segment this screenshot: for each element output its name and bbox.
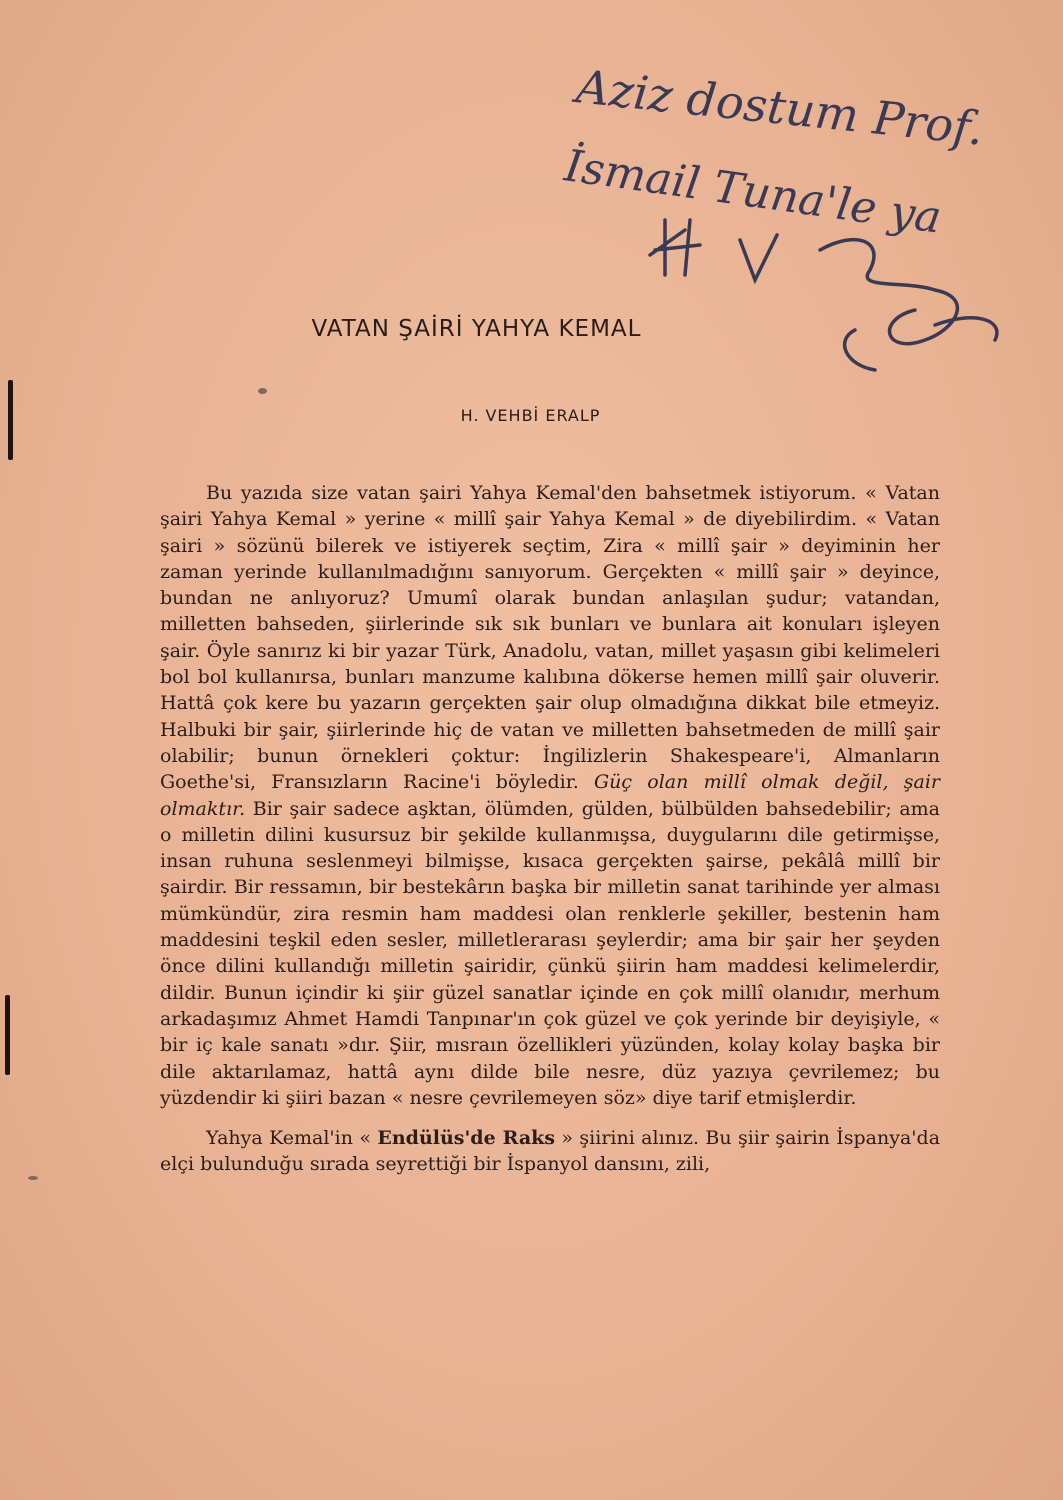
- paragraph-1-emphasis: Güç olan millî olmak değil, şair olmaktır.: [160, 771, 941, 820]
- paragraph-1-text-continued: Bir şair sadece aşktan, ölümden, gülden, bülbülden bahsedebilir; ama o milletin dilini kusursuz bir şekilde kullanmışsa, duygularını dile getirmişse, insan ruhuna seslenmeyi bilmişse, kısaca gerçekten şairse, pekâlâ millî bir şairdir. Bir ressamın, bir bestekârın başka bir milletin sanat tarihinde yer alması mümkündür, zira resmin ham maddesi olan renklerle şekiller, bestenin ham maddesini teşkil eden sesler, milletlerarası şeylerdir; ama bir şair her şeyden önce dilini kullandığı milletin şairidir, çünkü şiirin ham maddesi kelimelerdir, dildir. Bunun içindir ki şiir güzel sanatlar içinde en çok millî olanıdır, merhum arkadaşımız Ahmet Hamdi Tanpınar'ın çok güzel ve çok yerinde bir deyişiyle, « bir iç kale sanatı »dır. Şiir, mısraın özellikleri yüzünden, kolay kolay başka bir dile aktarılamaz, hattâ aynı dilde bile nesre, düz yazıya çevrilemez; bu yüzdendir ki şiiri bazan « nesre çevrilemeyen söz» diye tarif etmişlerdir.: [160, 797, 940, 1109]
- paragraph-2-text-continued: » şiirini alınız. Bu şiir şairin İspanya'da elçi bulunduğu sırada seyrettiği bir İspanyol dansını, zili,: [160, 1127, 941, 1176]
- author-text: H. VEHBİ ERALP: [460, 406, 601, 425]
- poem-title: Endülüs'de Raks: [377, 1127, 556, 1150]
- paragraph-1-text: Bu yazıda size vatan şairi Yahya Kemal'den bahsetmek istiyorum. « Vatan şairi Yahya Kemal » yerine « millî şair Yahya Kemal » de diyebilirdim. « Vatan şairi » sözünü bilerek ve istiyerek seçtim, Zira « millî şair » deyiminin her zaman yerinde kullanılmadığını sanıyorum. Gerçekten « millî şair » deyince, bundan ne anlıyoruz? Umumî olarak bundan anlaşılan şudur; vatandan, milletten bahseden, şiirlerinde sık sık bunları ve bunlara ait konuları işleyen şair. Öyle sanırız ki bir yazar Türk, Anadolu, vatan, millet yaşasın gibi kelimeleri bol bol kullanırsa, bunları manzume kalıbına dökerse hemen millî şair oluverir. Hattâ çok kere bu yazarın gerçekten şair olup olmadığına dikkat bile etmeyiz. Halbuki bir şair, şiirlerinde hiç de vatan ve milletten bahsetmeden de millî şair olabilir; bunun örnekleri çoktur: İngilizlerin Shakespeare'i, Almanların Goethe'si, Fransızların Racine'i böyledir.: [160, 482, 940, 794]
- paragraph-2: [160, 1125, 940, 1178]
- title-text: VATAN ŞAİRİ YAHYA KEMAL: [311, 316, 642, 342]
- article-title: [0, 316, 1063, 342]
- article-body: [160, 480, 940, 1178]
- paragraph-2-text: Yahya Kemal'in «: [206, 1127, 371, 1150]
- article-author: [0, 406, 1063, 425]
- paragraph-1: [160, 480, 940, 1111]
- paper-speck: [258, 388, 267, 394]
- margin-mark-bottom: [5, 995, 10, 1075]
- paper-speck: [28, 1176, 38, 1180]
- signature: [650, 220, 997, 370]
- inscription-line-1: Aziz dostum Prof.: [573, 59, 987, 156]
- inscription-line-2: İsmail Tuna'le ya: [561, 140, 945, 244]
